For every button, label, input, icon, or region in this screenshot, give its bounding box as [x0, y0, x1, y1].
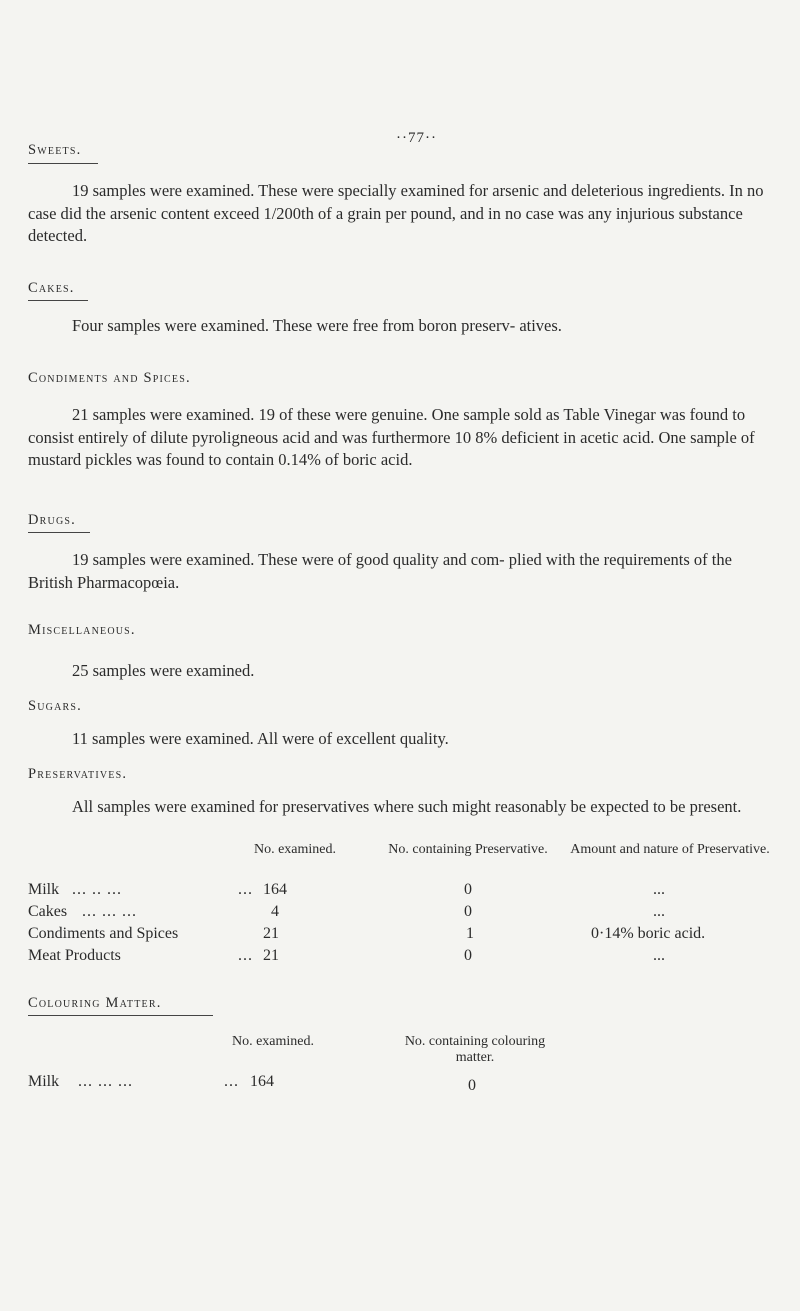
column-header-containing: No. containing colouring matter. [404, 1034, 546, 1065]
cell-amount: ... [653, 881, 665, 898]
cell-examined: 21 [263, 925, 279, 942]
row-label: Condiments and Spices [28, 925, 179, 942]
dot-leader: ... [224, 1073, 239, 1090]
heading-underline [28, 163, 98, 164]
cell-examined: 164 [250, 1073, 274, 1090]
paragraph-preservatives: All samples were examined for preservatives where such might reasonably be expected to be present. [72, 797, 742, 816]
cell-containing: 1 [466, 925, 474, 942]
paragraph-drugs: 19 samples were examined. These were of good quality and com- plied with the requirements of the British Pharmacopœia. [28, 550, 732, 592]
dot-leader: ... ... ... [78, 1073, 133, 1090]
row-label: Meat Products [28, 947, 121, 964]
cell-containing: 0 [464, 903, 472, 920]
paragraph-condiments: 21 samples were examined. 19 of these were genuine. One sample sold as Table Vinegar was found to consist entirely of dilute pyroligneous acid and was furthermore 10 8% deficient in acetic acid. One sample of mustard pickles was found to contain 0.14% of boric acid. [28, 405, 755, 469]
heading-cakes: Cakes. [28, 280, 75, 296]
page-number: ··77·· [396, 130, 437, 146]
dot-leader: ... [238, 947, 253, 964]
paragraph-sweets: 19 samples were examined. These were specially examined for arsenic and deleterious ingredients. In no case did the arsenic content exceed 1/200th of a grain per pound, and in no case was any injurious substance detected. [28, 181, 764, 245]
row-label: Milk [28, 1073, 60, 1090]
paragraph-miscellaneous: 25 samples were examined. [72, 661, 255, 680]
heading-underline [28, 1015, 213, 1016]
cell-containing: 0 [468, 1077, 476, 1094]
cell-amount: ... [653, 903, 665, 920]
cell-examined: 4 [271, 903, 279, 920]
heading-underline [28, 300, 88, 301]
heading-condiments: Condiments and Spices. [28, 370, 191, 386]
paragraph-sugars: 11 samples were examined. All were of excellent quality. [72, 729, 449, 748]
heading-preservatives: Preservatives. [28, 766, 128, 782]
cell-containing: 0 [464, 881, 472, 898]
heading-colouring: Colouring Matter. [28, 995, 162, 1011]
dot-leader: ... .. ... [72, 881, 122, 898]
cell-amount: ... [653, 947, 665, 964]
paragraph-cakes: Four samples were examined. These were free from boron preserv- atives. [72, 316, 562, 335]
row-label: Cakes [28, 903, 68, 920]
column-header-amount: Amount and nature of Preservative. [570, 842, 770, 857]
heading-underline [28, 532, 90, 533]
cell-examined: 21 [263, 947, 279, 964]
cell-examined: 164 [263, 881, 287, 898]
heading-sugars: Sugars. [28, 698, 82, 714]
heading-miscellaneous: Miscellaneous. [28, 622, 136, 638]
cell-amount: 0·14% boric acid. [591, 925, 706, 942]
heading-sweets: Sweets. [28, 142, 82, 158]
dot-leader: ... ... ... [82, 903, 137, 920]
cell-containing: 0 [464, 947, 472, 964]
dot-leader: ... [238, 881, 253, 898]
heading-drugs: Drugs. [28, 512, 76, 528]
column-header-examined: No. examined. [231, 1034, 315, 1049]
column-header-examined: No. examined. [253, 842, 337, 857]
row-label: Milk [28, 881, 60, 898]
column-header-containing: No. containing Preservative. [388, 842, 548, 857]
